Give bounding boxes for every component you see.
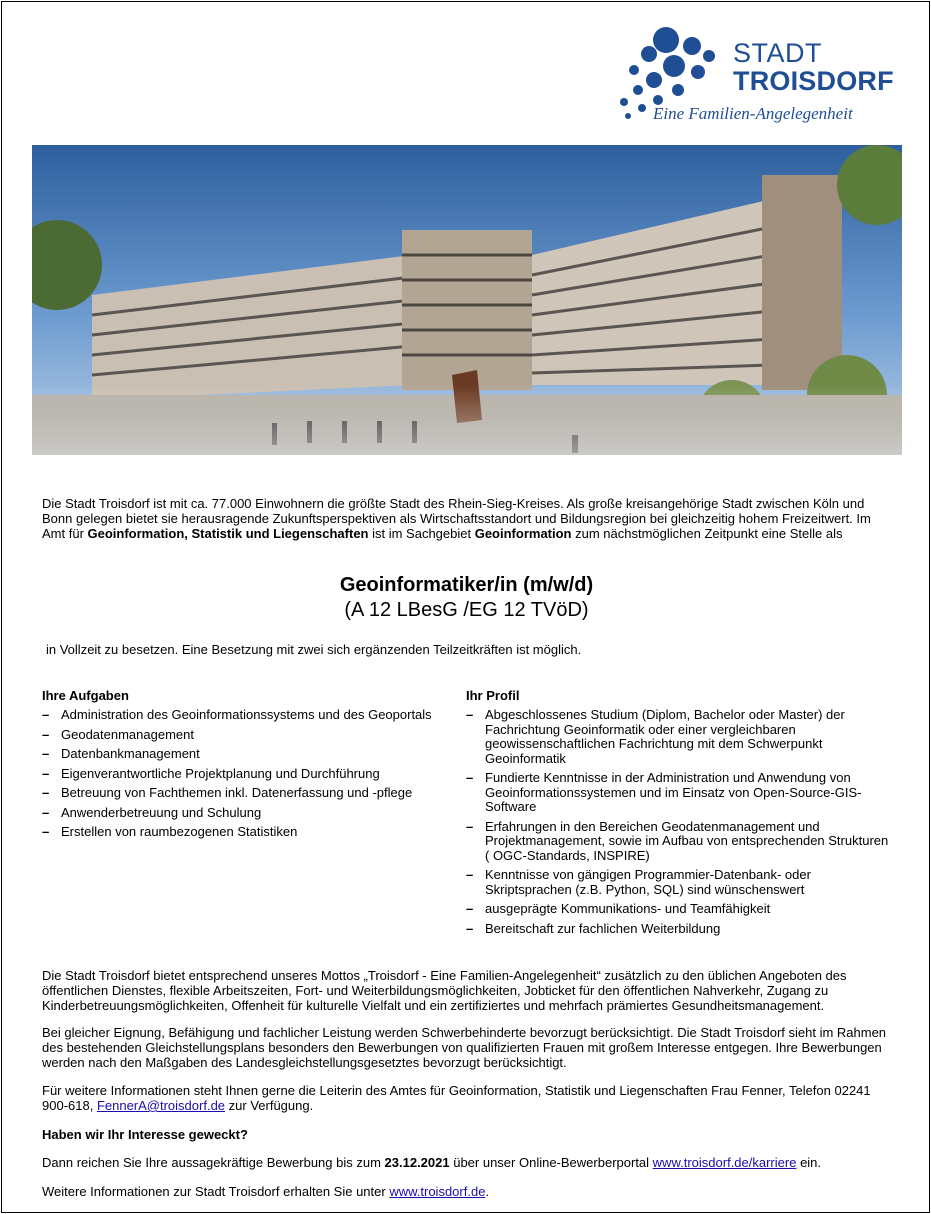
apply-paragraph [42, 1155, 892, 1170]
city-hall-photo [32, 145, 902, 455]
bullet-dash: – [42, 765, 50, 781]
list-item: – Erstellen von raumbezogenen Statistiken [42, 824, 298, 839]
list-item: – ausgeprägte Kommunikations- und Teamfähigkeit [466, 901, 771, 916]
list-item: – Fundierte Kenntnisse in der Administration und Anwendung von Geoinformationssystemen und im Einsatz von Open-Source-GIS-Software [466, 770, 862, 814]
bullet-dash: – [42, 707, 50, 722]
bullet-dash: – [42, 785, 50, 800]
more-text-1: Weitere Informationen zur Stadt Troisdorf erhalten Sie unter [42, 1184, 390, 1199]
list-item: – Datenbankmanagement [42, 746, 200, 761]
logo-stadt-text: STADT [733, 38, 822, 68]
intro-paragraph [42, 496, 892, 541]
list-item: – Administration des Geoinformationssystems und des Geoportals [42, 707, 432, 722]
bullet-dash: – [466, 920, 474, 936]
list-item: – Kenntnisse von gängigen Programmier-Datenbank- oder Skriptsprachen (z.B. Python, SQL) sind wünschenswert [466, 867, 811, 897]
bullet-dash: – [42, 746, 50, 761]
equality-paragraph: Bei gleicher Eignung, Befähigung und fachlicher Leistung werden Schwerbehinderte bevorzugt berücksichtigt. Die Stadt Troisdorf sieht im Rahmen des bestehenden Gleichstellungsplans besonders den Bewerbungen von qualifizierten Frauen mit großem Interesse entgegen. Ihre Bewerbungen werden nach den Maßgaben des Landesgleichstellungsgesetztes bevorzugt berücksichtigt. [42, 1025, 887, 1070]
apply-text-1: Dann reichen Sie Ihre aussagekräftige Bewerbung bis zum [42, 1155, 385, 1170]
apply-text-3: ein. [796, 1155, 822, 1170]
more-info-paragraph [42, 1184, 892, 1199]
contact-paragraph [42, 1083, 892, 1113]
more-text-2: . [485, 1184, 490, 1199]
interest-heading: Haben wir Ihr Interesse geweckt? [42, 1127, 248, 1142]
list-item: – Anwenderbetreuung und Schulung [42, 804, 262, 820]
intro-section: Geoinformation [474, 526, 572, 541]
city-website-link[interactable]: www.troisdorf.de [389, 1184, 486, 1199]
job-grade: (A 12 LBesG /EG 12 TVöD) [344, 599, 589, 621]
list-item: – Betreuung von Fachthemen inkl. Datenerfassung und -pflege [42, 785, 413, 800]
profile-list [466, 708, 896, 936]
contact-text-2: zur Verfügung. [225, 1098, 314, 1113]
apply-deadline: 23.12.2021 [384, 1155, 450, 1170]
list-item: – Abgeschlossenes Studium (Diplom, Bachelor oder Master) der Fachrichtung Geoinformatik oder einer vergleichbaren geowissenschaftlichen Fachrichtung mit dem Schwerpunkt Geoinformatik [466, 707, 845, 766]
intro-department: Geoinformation, Statistik und Liegenschaften [87, 526, 369, 541]
apply-text-2: über unser Online-Bewerberportal [449, 1155, 653, 1170]
logo-slogan: Eine Familien-Angelegenheit [653, 104, 853, 123]
city-logo [616, 24, 911, 128]
bullet-dash: – [42, 726, 50, 742]
tasks-section [42, 688, 462, 845]
intro-text-1: Die Stadt Troisdorf ist mit ca. 77.000 Einwohnern die größte Stadt des Rhein-Sieg-Kreises. Als große kreisangehörige Stadt zwischen Köln und Bonn gelegen bietet sie herausragende Zukunftsperspektiven als Wirtschaftsstandort und Bildungsregion bei gleichzeitig hohem Freizeitwert. Im Amt für [42, 496, 871, 541]
intro-text-3: zum nächstmöglichen Zeitpunkt eine Stelle als [571, 526, 843, 541]
tasks-list [42, 708, 462, 840]
profile-section [466, 688, 896, 941]
list-item: – Erfahrungen in den Bereichen Geodatenmanagement und Projektmanagement, sowie im Aufbau von entsprechenden Strukturen ( OGC-Standards, INSPIRE) [466, 818, 889, 863]
job-title: Geoinformatiker/in (m/w/d) [339, 574, 594, 596]
bullet-dash: – [466, 867, 474, 882]
fulltime-note: in Vollzeit zu besetzen. Eine Besetzung mit zwei sich ergänzenden Teilzeitkräften ist möglich. [46, 642, 582, 657]
bullet-dash: – [42, 824, 50, 839]
bullet-dash: – [42, 804, 50, 820]
offer-paragraph: Die Stadt Troisdorf bietet entsprechend unseres Mottos „Troisdorf - Eine Familien-Angelegenheit“ zusätzlich zu den üblichen Angeboten des öffentlichen Dienstes, flexible Arbeitszeiten, Fort- und Weiterbildungsmöglichkeiten, Jobticket für den öffentlichen Nahverkehr, Zugang zu Kinderbetreuungsmöglichkeiten, Offenheit für kulturelle Vielfalt und ein zertifiziertes und mehrfach prämiertes Gesundheitsmanagement. [42, 968, 847, 1013]
list-item: – Eigenverantwortliche Projektplanung und Durchführung [42, 765, 380, 781]
bullet-dash: – [466, 901, 474, 916]
tasks-heading: Ihre Aufgaben [42, 688, 129, 703]
list-item: – Bereitschaft zur fachlichen Weiterbildung [466, 920, 721, 936]
logo-city-name: TROISDORF [733, 66, 894, 96]
career-portal-link[interactable]: www.troisdorf.de/karriere [652, 1155, 797, 1170]
list-item: – Geodatenmanagement [42, 726, 194, 742]
bullet-dash: – [466, 818, 474, 834]
contact-email-link[interactable]: FennerA@troisdorf.de [96, 1098, 226, 1113]
bullet-dash: – [466, 770, 474, 785]
intro-text-2: ist im Sachgebiet [368, 526, 475, 541]
contact-text-1: Für weitere Informationen steht Ihnen gerne die Leiterin des Amtes für Geoinformation, Statistik und Liegenschaften Frau Fenner, Telefon 02241 900-618, [42, 1083, 871, 1113]
profile-heading: Ihr Profil [466, 688, 520, 703]
job-posting-page [1, 1, 930, 1213]
bullet-dash: – [466, 707, 474, 722]
